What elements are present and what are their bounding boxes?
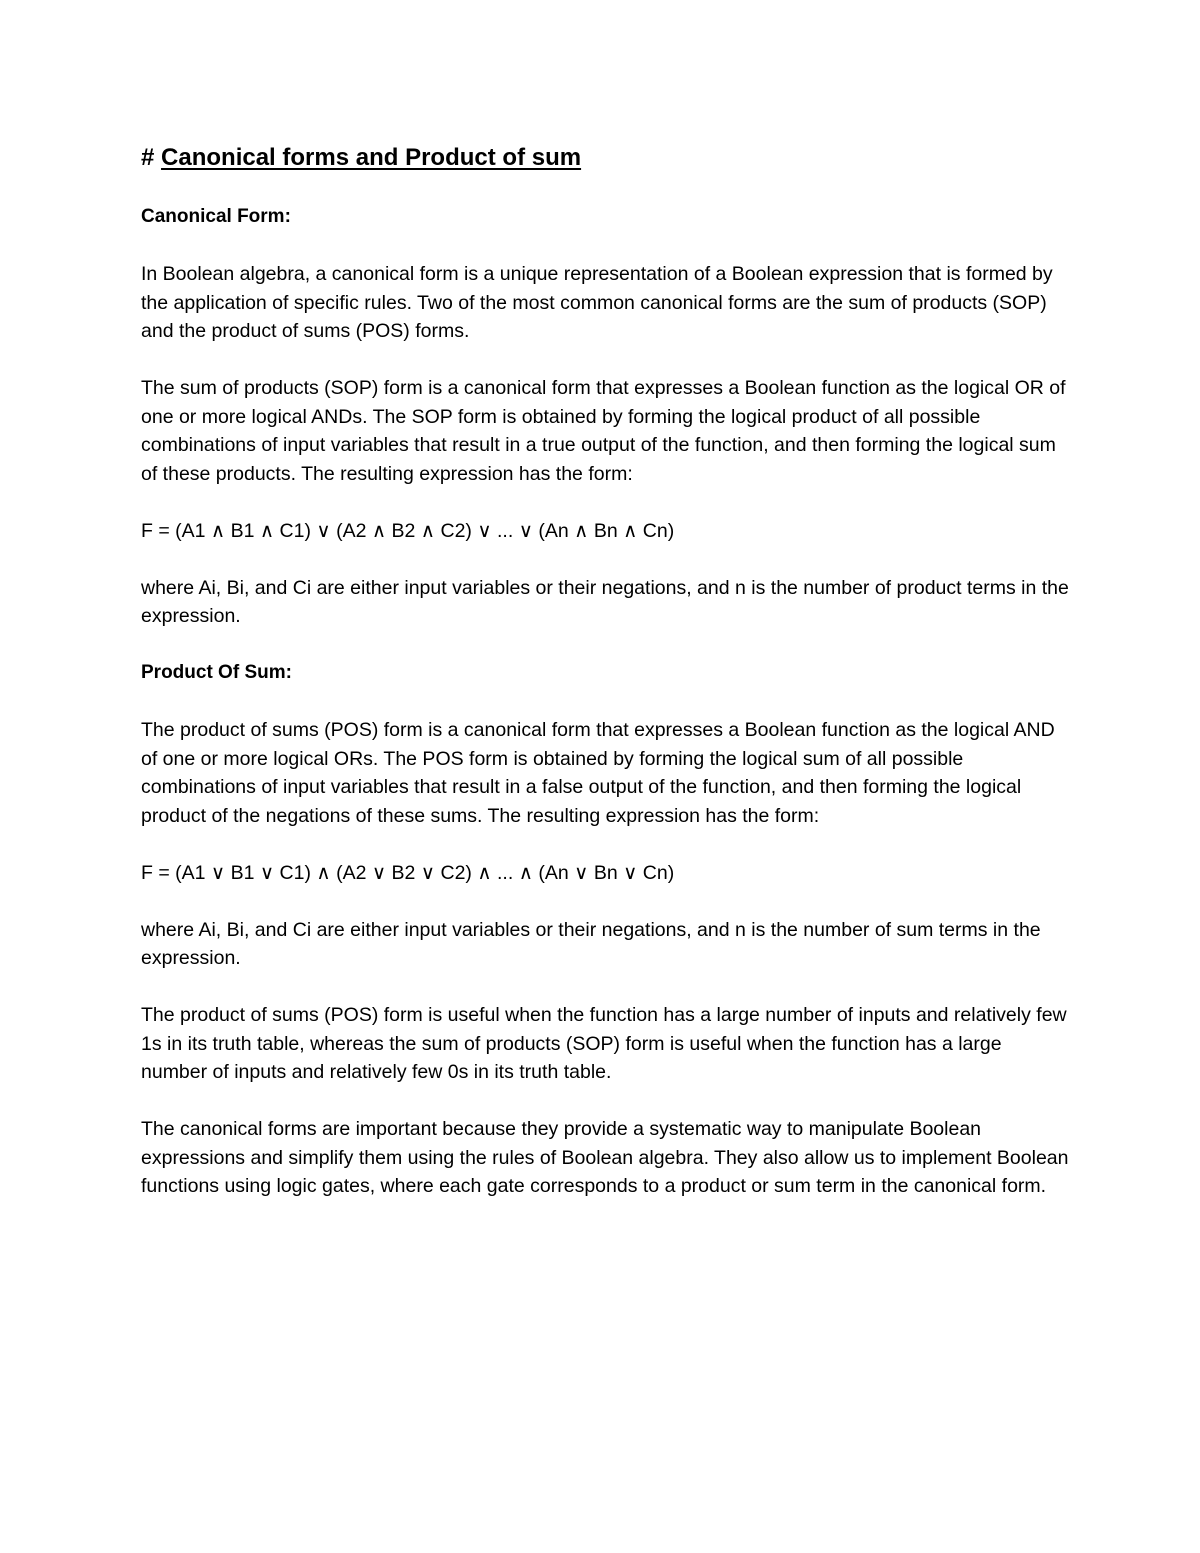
formula-pos: F = (A1 ∨ B1 ∨ C1) ∧ (A2 ∨ B2 ∨ C2) ∧ ... ∧ (An ∨ Bn ∨ Cn): [141, 861, 675, 884]
paragraph-pos-variables: where Ai, Bi, and Ci are either input variables or their negations, and n is the number of sum terms in the expression.: [141, 918, 1041, 969]
title-text: Canonical forms and Product of sum: [161, 144, 582, 171]
paragraph-pos-usefulness: The product of sums (POS) form is useful when the function has a large number of inputs and relatively few 1s in its truth table, whereas the sum of products (SOP) form is useful when the function has a large number of inputs and relatively few 0s in its truth table.: [141, 1004, 1067, 1083]
heading-canonical-form: Canonical Form:: [141, 206, 291, 227]
document-body: [141, 141, 1071, 1201]
paragraph-pos-description: The product of sums (POS) form is a canonical form that expresses a Boolean function as the logical AND of one or more logical ORs. The POS form is obtained by forming the logical sum of all possible combinations of input variables that result in a false output of the function, and then forming the logical product of the negations of these sums. The resulting expression has the form:: [141, 719, 1055, 827]
formula-sop: F = (A1 ∧ B1 ∧ C1) ∨ (A2 ∧ B2 ∧ C2) ∨ ... ∨ (An ∧ Bn ∧ Cn): [141, 519, 675, 542]
paragraph-canonical-intro: In Boolean algebra, a canonical form is a unique representation of a Boolean expression that is formed by the application of specific rules. Two of the most common canonical forms are the sum of products (SOP) and the product of sums (POS) forms.: [141, 263, 1053, 342]
paragraph-sop-variables: where Ai, Bi, and Ci are either input variables or their negations, and n is the number of product terms in the expression.: [141, 576, 1069, 627]
heading-product-of-sum: Product Of Sum:: [141, 662, 292, 683]
title-hash: #: [141, 144, 155, 171]
paragraph-sop-description: The sum of products (SOP) form is a canonical form that expresses a Boolean function as the logical OR of one or more logical ANDs. The SOP form is obtained by forming the logical product of all possible combinations of input variables that result in a true output of the function, and then forming the logical sum of these products. The resulting expression has the form:: [141, 377, 1066, 485]
page-title: [141, 141, 1071, 175]
paragraph-canonical-importance: The canonical forms are important because they provide a systematic way to manipulate Boolean expressions and simplify them using the rules of Boolean algebra. They also allow us to implement Boolean functions using logic gates, where each gate corresponds to a product or sum term in the canonical form.: [141, 1118, 1069, 1197]
